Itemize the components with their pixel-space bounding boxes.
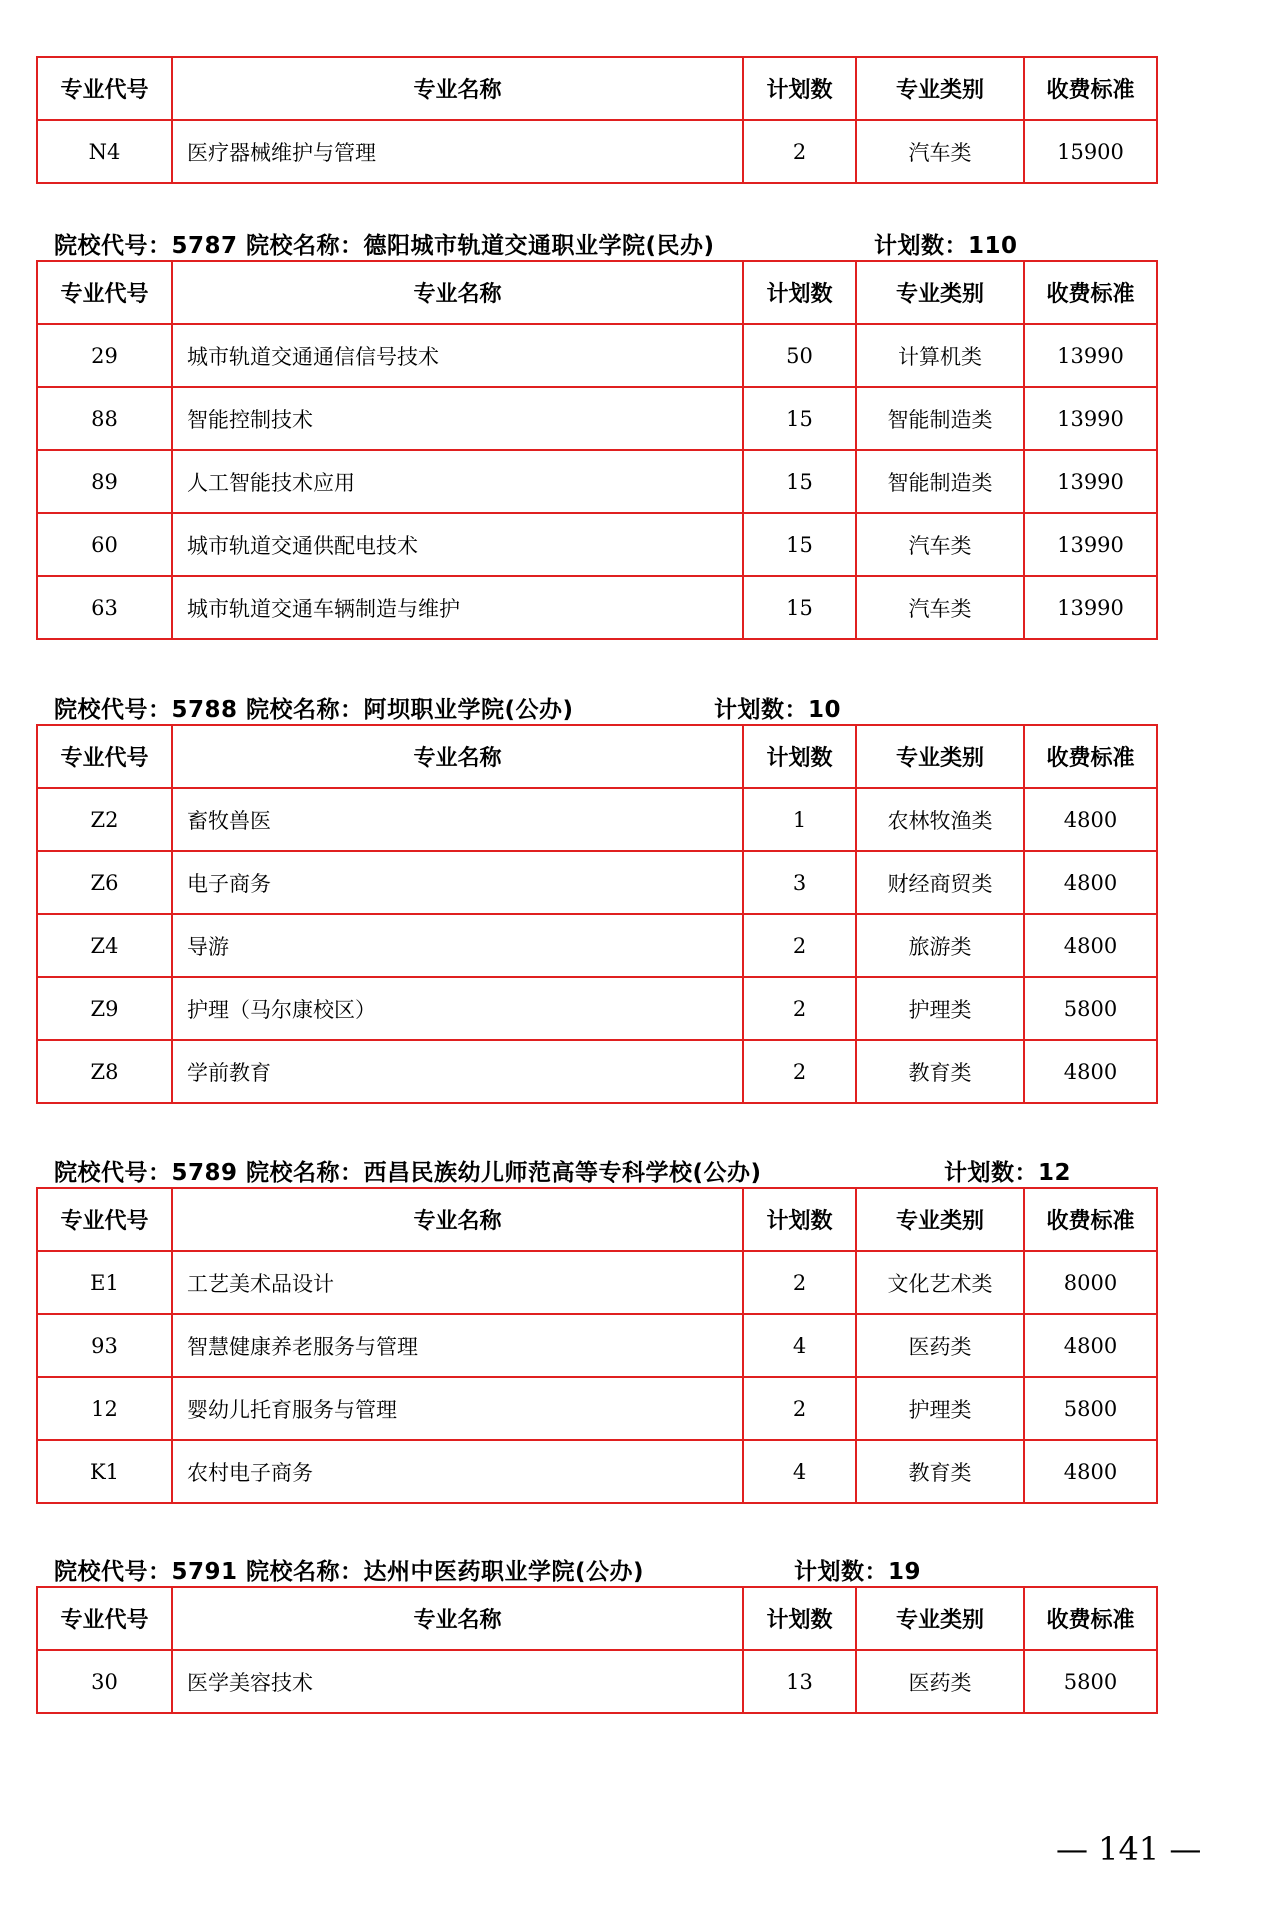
cell-category: 医药类	[856, 1650, 1024, 1713]
cell-name: 电子商务	[172, 851, 743, 914]
header-code: 专业代号	[37, 57, 172, 120]
cell-fee: 5800	[1024, 977, 1157, 1040]
cell-name: 智能控制技术	[172, 387, 743, 450]
school-header	[54, 1553, 922, 1586]
cell-fee: 5800	[1024, 1650, 1157, 1713]
school-info: 院校代号：5787 院校名称：德阳城市轨道交通职业学院(民办)	[54, 233, 715, 259]
cell-plan: 4	[743, 1440, 856, 1503]
cell-fee: 13990	[1024, 387, 1157, 450]
cell-fee: 13990	[1024, 513, 1157, 576]
header-code: 专业代号	[37, 1188, 172, 1251]
school-info: 院校代号：5791 院校名称：达州中医药职业学院(公办)	[54, 1559, 645, 1585]
cell-fee: 15900	[1024, 120, 1157, 183]
cell-plan: 4	[743, 1314, 856, 1377]
table-row	[37, 1040, 1157, 1103]
table-row	[37, 1314, 1157, 1377]
table-row	[37, 914, 1157, 977]
cell-category: 护理类	[856, 1377, 1024, 1440]
cell-code: N4	[37, 120, 172, 183]
cell-plan: 15	[743, 513, 856, 576]
table-row	[37, 1440, 1157, 1503]
cell-category: 智能制造类	[856, 387, 1024, 450]
school-plan-count: 计划数：12	[944, 1160, 1072, 1186]
school-info: 院校代号：5789 院校名称：西昌民族幼儿师范高等专科学校(公办)	[54, 1160, 762, 1186]
table-row	[37, 324, 1157, 387]
cell-plan: 2	[743, 1040, 856, 1103]
cell-code: K1	[37, 1440, 172, 1503]
table-row	[37, 120, 1157, 183]
cell-name: 畜牧兽医	[172, 788, 743, 851]
program-table	[36, 724, 1158, 1104]
header-plan: 计划数	[743, 1188, 856, 1251]
table-row	[37, 450, 1157, 513]
school-header	[54, 1154, 1072, 1187]
program-table	[36, 56, 1158, 184]
cell-name: 医疗器械维护与管理	[172, 120, 743, 183]
page-number: — 141 —	[1056, 1830, 1202, 1868]
cell-code: E1	[37, 1251, 172, 1314]
cell-fee: 4800	[1024, 1040, 1157, 1103]
cell-name: 城市轨道交通供配电技术	[172, 513, 743, 576]
cell-code: Z2	[37, 788, 172, 851]
cell-plan: 50	[743, 324, 856, 387]
cell-code: 93	[37, 1314, 172, 1377]
table-header-row	[37, 261, 1157, 324]
cell-category: 农林牧渔类	[856, 788, 1024, 851]
header-code: 专业代号	[37, 1587, 172, 1650]
cell-name: 导游	[172, 914, 743, 977]
table-row	[37, 1377, 1157, 1440]
cell-category: 教育类	[856, 1440, 1024, 1503]
header-name: 专业名称	[172, 261, 743, 324]
cell-name: 人工智能技术应用	[172, 450, 743, 513]
header-name: 专业名称	[172, 57, 743, 120]
cell-plan: 15	[743, 576, 856, 639]
cell-plan: 2	[743, 977, 856, 1040]
school-plan-count: 计划数：10	[714, 697, 842, 723]
cell-fee: 4800	[1024, 914, 1157, 977]
header-category: 专业类别	[856, 725, 1024, 788]
table-row	[37, 977, 1157, 1040]
header-plan: 计划数	[743, 57, 856, 120]
cell-category: 智能制造类	[856, 450, 1024, 513]
header-name: 专业名称	[172, 725, 743, 788]
cell-code: Z9	[37, 977, 172, 1040]
cell-name: 智慧健康养老服务与管理	[172, 1314, 743, 1377]
header-code: 专业代号	[37, 261, 172, 324]
cell-plan: 15	[743, 450, 856, 513]
cell-code: Z6	[37, 851, 172, 914]
header-category: 专业类别	[856, 57, 1024, 120]
cell-code: Z8	[37, 1040, 172, 1103]
cell-plan: 1	[743, 788, 856, 851]
table-row	[37, 387, 1157, 450]
cell-fee: 4800	[1024, 851, 1157, 914]
school-header	[54, 691, 842, 724]
table-header-row	[37, 1188, 1157, 1251]
cell-code: 89	[37, 450, 172, 513]
cell-category: 计算机类	[856, 324, 1024, 387]
cell-category: 财经商贸类	[856, 851, 1024, 914]
cell-fee: 13990	[1024, 324, 1157, 387]
cell-code: 29	[37, 324, 172, 387]
cell-fee: 13990	[1024, 576, 1157, 639]
cell-category: 医药类	[856, 1314, 1024, 1377]
table-row	[37, 576, 1157, 639]
cell-plan: 2	[743, 1377, 856, 1440]
cell-fee: 8000	[1024, 1251, 1157, 1314]
cell-plan: 3	[743, 851, 856, 914]
cell-fee: 4800	[1024, 1314, 1157, 1377]
cell-fee: 13990	[1024, 450, 1157, 513]
cell-plan: 2	[743, 1251, 856, 1314]
cell-category: 教育类	[856, 1040, 1024, 1103]
header-plan: 计划数	[743, 261, 856, 324]
cell-plan: 2	[743, 914, 856, 977]
school-info: 院校代号：5788 院校名称：阿坝职业学院(公办)	[54, 697, 574, 723]
cell-name: 城市轨道交通车辆制造与维护	[172, 576, 743, 639]
cell-name: 农村电子商务	[172, 1440, 743, 1503]
cell-category: 旅游类	[856, 914, 1024, 977]
cell-code: 60	[37, 513, 172, 576]
header-name: 专业名称	[172, 1188, 743, 1251]
header-category: 专业类别	[856, 1587, 1024, 1650]
cell-code: 88	[37, 387, 172, 450]
header-category: 专业类别	[856, 261, 1024, 324]
cell-fee: 4800	[1024, 788, 1157, 851]
cell-plan: 15	[743, 387, 856, 450]
cell-category: 汽车类	[856, 120, 1024, 183]
school-header	[54, 227, 1018, 260]
header-plan: 计划数	[743, 1587, 856, 1650]
header-code: 专业代号	[37, 725, 172, 788]
cell-name: 医学美容技术	[172, 1650, 743, 1713]
cell-code: Z4	[37, 914, 172, 977]
cell-category: 文化艺术类	[856, 1251, 1024, 1314]
cell-plan: 13	[743, 1650, 856, 1713]
cell-name: 学前教育	[172, 1040, 743, 1103]
cell-plan: 2	[743, 120, 856, 183]
cell-name: 城市轨道交通通信信号技术	[172, 324, 743, 387]
cell-category: 汽车类	[856, 513, 1024, 576]
table-header-row	[37, 725, 1157, 788]
cell-code: 30	[37, 1650, 172, 1713]
cell-name: 婴幼儿托育服务与管理	[172, 1377, 743, 1440]
header-fee: 收费标准	[1024, 261, 1157, 324]
header-fee: 收费标准	[1024, 1188, 1157, 1251]
cell-category: 护理类	[856, 977, 1024, 1040]
cell-name: 护理（马尔康校区）	[172, 977, 743, 1040]
school-plan-count: 计划数：19	[794, 1559, 922, 1585]
cell-category: 汽车类	[856, 576, 1024, 639]
table-row	[37, 513, 1157, 576]
program-table	[36, 1586, 1158, 1714]
cell-code: 12	[37, 1377, 172, 1440]
program-table	[36, 1187, 1158, 1504]
cell-fee: 5800	[1024, 1377, 1157, 1440]
program-table	[36, 260, 1158, 640]
table-header-row	[37, 57, 1157, 120]
header-fee: 收费标准	[1024, 57, 1157, 120]
header-fee: 收费标准	[1024, 1587, 1157, 1650]
school-plan-count: 计划数：110	[874, 233, 1018, 259]
header-name: 专业名称	[172, 1587, 743, 1650]
cell-code: 63	[37, 576, 172, 639]
table-row	[37, 851, 1157, 914]
header-category: 专业类别	[856, 1188, 1024, 1251]
header-plan: 计划数	[743, 725, 856, 788]
table-row	[37, 788, 1157, 851]
table-row	[37, 1650, 1157, 1713]
header-fee: 收费标准	[1024, 725, 1157, 788]
cell-fee: 4800	[1024, 1440, 1157, 1503]
cell-name: 工艺美术品设计	[172, 1251, 743, 1314]
table-row	[37, 1251, 1157, 1314]
table-header-row	[37, 1587, 1157, 1650]
